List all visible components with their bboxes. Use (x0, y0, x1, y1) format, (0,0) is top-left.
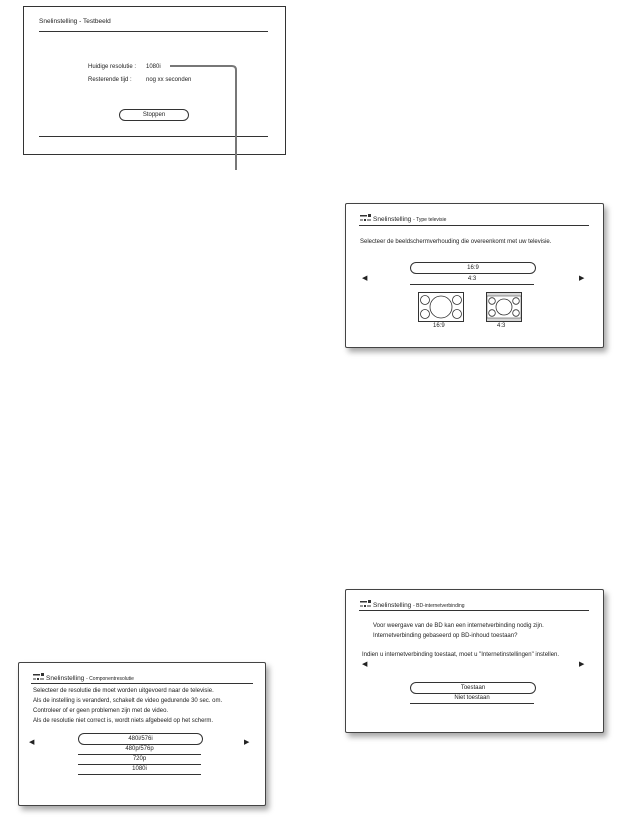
title-main: Snelinstelling (46, 675, 85, 682)
question-line: Voor weergave van de BD kan een internetverbinding nodig zijn. (373, 623, 544, 629)
option-720p[interactable]: 720p (78, 755, 201, 765)
time-label: Resterende tijd : (88, 77, 132, 83)
question-line: Internetverbinding gebaseerd op BD-inhoud toestaan? (373, 633, 518, 639)
settings-icon (360, 214, 371, 222)
time-value: nog xx seconden (146, 77, 192, 83)
preview-16-9 (418, 292, 464, 322)
settings-icon (33, 673, 44, 681)
instruction-line: Controleer of er geen problemen zijn met de video. (33, 708, 169, 714)
arrow-right-icon[interactable]: ▶ (579, 275, 585, 282)
arrow-right-icon[interactable]: ▶ (244, 739, 250, 746)
instruction-line: Als de resolutie niet correct is, wordt niets afgebeeld op het scherm. (33, 718, 214, 724)
title-sub: - Type televisie (413, 217, 447, 223)
option-480p-576p[interactable]: 480p/576p (78, 745, 201, 755)
option-niet-toestaan[interactable]: Niet toestaan (410, 694, 534, 704)
internet-note: Indien u internetverbinding toestaat, moet u "Internetinstellingen" instellen. (362, 652, 560, 658)
preview-label-4-3: 4:3 (497, 323, 506, 329)
stop-button[interactable]: Stoppen (119, 109, 189, 121)
bd-internet-title (360, 600, 465, 609)
title-main: Snelinstelling (373, 602, 412, 609)
instruction-line: Selecteer de resolutie die moet worden uitgevoerd naar de televisie. (33, 688, 214, 694)
aspect-prompt: Selecteer de beeldschermverhouding die overeenkomt met uw televisie. (360, 239, 552, 245)
type-televisie-panel (345, 203, 604, 348)
divider (359, 225, 589, 226)
option-4-3[interactable]: 4:3 (410, 275, 534, 285)
arrow-left-icon[interactable]: ◀ (362, 661, 368, 668)
testbeeld-title: Snelinstelling - Testbeeld (39, 18, 111, 25)
arrow-right-icon[interactable]: ▶ (579, 661, 585, 668)
bd-internet-panel (345, 589, 604, 733)
instruction-line: Als de instelling is veranderd, schakelt de video gedurende 30 sec. om. (33, 698, 223, 704)
divider (359, 610, 589, 611)
option-16-9[interactable]: 16:9 (410, 262, 536, 274)
resolution-label: Huidige resolutie : (88, 64, 137, 70)
settings-icon (360, 600, 371, 608)
componentresolutie-title (33, 673, 134, 682)
type-televisie-title (360, 214, 446, 223)
divider (31, 683, 253, 684)
componentresolutie-panel (18, 662, 266, 806)
arrow-left-icon[interactable]: ◀ (362, 275, 368, 282)
title-sub: - Componentresolutie (86, 676, 134, 682)
preview-4-3 (486, 292, 522, 322)
title-main: Snelinstelling (373, 216, 412, 223)
option-1080i[interactable]: 1080i (78, 765, 201, 775)
preview-label-16-9: 16:9 (433, 323, 445, 329)
arrow-left-icon[interactable]: ◀ (29, 739, 35, 746)
title-sub: - BD-internetverbinding (413, 603, 465, 609)
option-toestaan[interactable]: Toestaan (410, 682, 536, 694)
option-480i-576i[interactable]: 480i/576i (78, 733, 203, 745)
resolution-value: 1080i (146, 64, 161, 70)
